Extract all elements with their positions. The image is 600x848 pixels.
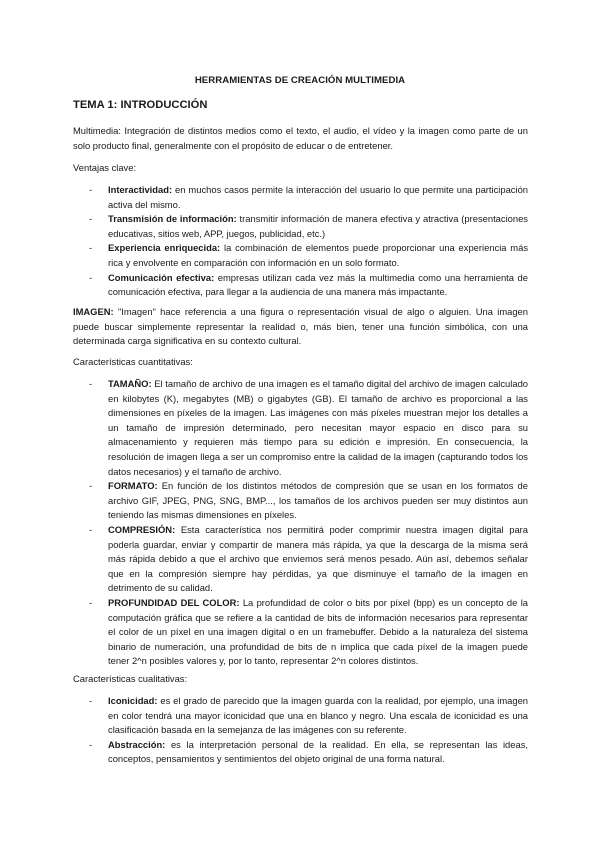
section-heading: TEMA 1: INTRODUCCIÓN bbox=[73, 99, 208, 111]
list-item bbox=[73, 212, 528, 241]
qualitative-label: Características cualitativas: bbox=[73, 673, 188, 684]
image-text: "Imagen" hace referencia a una figura o representación visual de algo o alguien. Una imagen puede buscar simplemente representar la realidad o, más bien, tener una función simbólica, con una determinada carga significativa en su contexto cultural. bbox=[73, 306, 528, 347]
item-term: FORMATO: bbox=[108, 480, 158, 492]
item-term: Interactividad: bbox=[108, 184, 173, 195]
item-text: El tamaño de archivo de una imagen es el tamaño digital del archivo de imagen calculado en kilobytes (K), megabytes (MB) o gigabytes (GB). El tamaño de archivo es proporcional a las dimensiones en píxeles de la imagen. Las imágenes con más píxeles muestran mejor los detalles a un tamaño de impresión determinado, pero necesitan mayor espacio en disco para su almacenamiento y requieren más tiempo para su edición e impresión. En consecuencia, la resolución de imagen llega a ser un compromiso entre la calidad de la imagen (capturando todos los datos necesarios) y el tamaño de archivo. bbox=[108, 378, 528, 477]
item-text: En función de los distintos métodos de compresión que se usan en los formatos de archivo GIF, JPEG, PNG, SNG, BMP..., los tamaños de los archivos pueden ser muy distintos aun teniendo las mismas dimensiones en píxeles. bbox=[108, 480, 528, 521]
bullet-dash: - bbox=[89, 596, 93, 608]
list-item bbox=[73, 694, 528, 738]
quantitative-list bbox=[73, 377, 528, 669]
advantages-label: Ventajas clave: bbox=[73, 162, 137, 173]
quantitative-label: Características cuantitativas: bbox=[73, 356, 193, 367]
bullet-dash: - bbox=[89, 695, 93, 706]
item-text: La profundidad de color o bits por píxel (bpp) es un concepto de la computación gráfica que se refiere a la cantidad de bits de información necesarios para representar el color de un píxel en una imagen digital o en un framebuffer. Debido a la naturaleza del sistema binario de numeración, una profundidad de bits de n implica que cada píxel de la imagen puede tener 2^n posibles valores y, por lo tanto, representar 2^n colores distintos. bbox=[108, 596, 528, 667]
bullet-dash: - bbox=[89, 271, 93, 283]
item-text: la combinación de elementos puede proporcionar una experiencia más rica y envolvente en comparación con información en un solo formato. bbox=[108, 242, 529, 268]
item-term: Iconicidad: bbox=[108, 695, 158, 706]
qualitative-list bbox=[73, 694, 528, 767]
item-text: transmitir información de manera efectiva y atractiva (presentaciones educativas, sitios web, APP, juegos, publicidad, etc.) bbox=[108, 213, 528, 239]
list-item bbox=[73, 523, 528, 596]
bullet-dash: - bbox=[89, 184, 93, 195]
item-text: en muchos casos permite la interacción del usuario lo que permite una participación activa del mismo. bbox=[108, 184, 528, 210]
image-term: IMAGEN: bbox=[73, 306, 114, 317]
item-text: es la interpretación personal de la realidad. En ella, se representan las ideas, conceptos, pensamientos y sentimientos del objeto original de una forma natural. bbox=[108, 738, 528, 765]
item-term: COMPRESIÓN: bbox=[108, 523, 176, 535]
image-paragraph bbox=[73, 305, 528, 349]
item-term: Abstracción: bbox=[108, 738, 166, 750]
bullet-dash: - bbox=[89, 480, 93, 492]
intro-paragraph: Multimedia: Integración de distintos medios como el texto, el audio, el vídeo y la imagen como parte de un solo producto final, generalmente con el propósito de educar o de entretener. bbox=[73, 125, 528, 151]
bullet-dash: - bbox=[89, 213, 93, 225]
item-term: Comunicación efectiva: bbox=[108, 271, 215, 283]
list-item bbox=[73, 271, 528, 300]
item-text: Esta característica nos permitirá poder comprimir nuestra imagen digital para poderla guardar, enviar y compartir de manera más rápida, ya que la descarga de la misma será más rápida debido a que el archivo que enviemos será menos pesado. Aún así, debemos señalar que en la compresión siempre hay pérdidas, ya que disminuye el tamaño de la imagen en detrimento de su calidad. bbox=[108, 523, 528, 594]
bullet-dash: - bbox=[89, 242, 93, 254]
item-text: empresas utilizan cada vez más la multimedia como una herramienta de comunicación efectiva, para llegar a la audiencia de una manera más impactante. bbox=[108, 271, 528, 298]
list-item bbox=[73, 479, 528, 523]
document-title: HERRAMIENTAS DE CREACIÓN MULTIMEDIA bbox=[194, 75, 406, 86]
list-item bbox=[73, 596, 528, 669]
item-term: PROFUNDIDAD DEL COLOR: bbox=[108, 596, 240, 608]
list-item bbox=[73, 183, 528, 212]
list-item bbox=[73, 377, 528, 479]
item-text: es el grado de parecido que la imagen guarda con la realidad, por ejemplo, una imagen en color tendrá una mayor iconicidad que una en blanco y negro. Una escala de iconicidad es una clasificación basada en la semejanza de las imágenes con su referente. bbox=[108, 695, 528, 736]
list-item bbox=[73, 241, 528, 270]
item-term: Experiencia enriquecida: bbox=[108, 242, 221, 254]
bullet-dash: - bbox=[89, 523, 93, 535]
item-term: Transmisión de información: bbox=[108, 213, 237, 225]
list-item bbox=[73, 738, 528, 767]
item-term: TAMAÑO: bbox=[108, 378, 152, 389]
bullet-dash: - bbox=[89, 738, 93, 750]
bullet-dash: - bbox=[89, 378, 93, 389]
advantages-list bbox=[73, 183, 528, 300]
